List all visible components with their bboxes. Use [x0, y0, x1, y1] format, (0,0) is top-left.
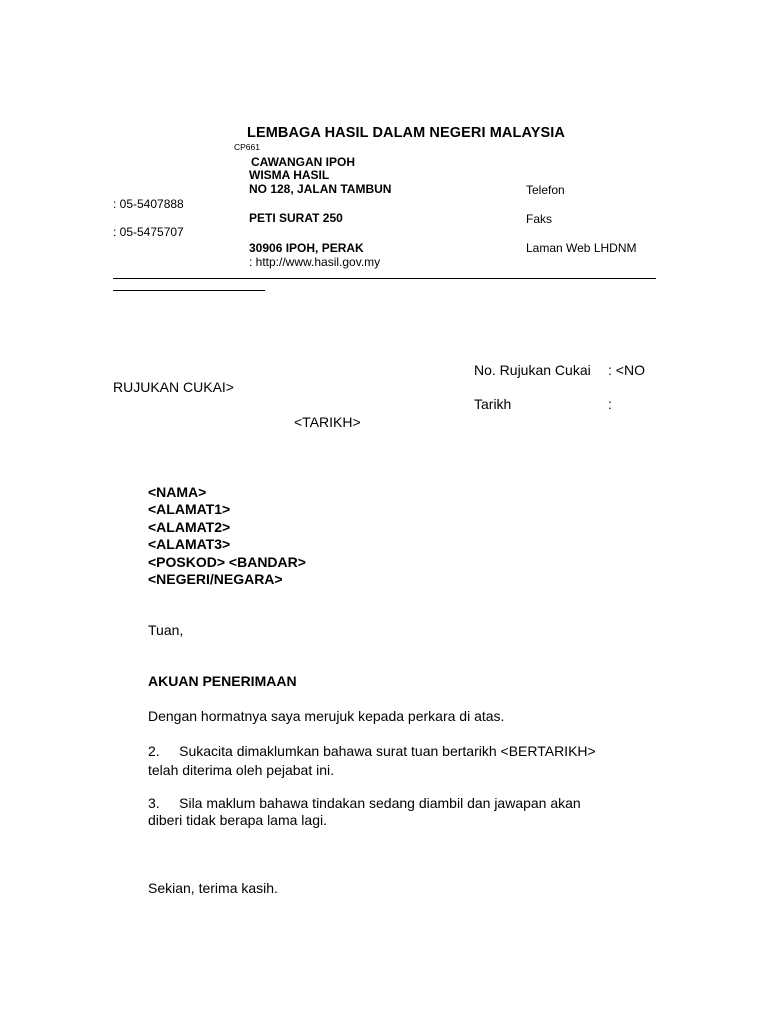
tax-ref-value: : <NO: [608, 362, 645, 378]
salutation: Tuan,: [148, 622, 184, 638]
city-postcode: 30906 IPOH, PERAK: [249, 241, 364, 255]
po-box: PETI SURAT 250: [249, 211, 343, 225]
date-value: <TARIKH>: [294, 414, 361, 430]
paragraph-1: Dengan hormatnya saya merujuk kepada perkara di atas.: [148, 708, 505, 724]
organization-name: LEMBAGA HASIL DALAM NEGERI MALAYSIA: [247, 125, 565, 141]
paragraph-3-line-2: diberi tidak berapa lama lagi.: [148, 812, 327, 828]
web-label: Laman Web LHDNM: [526, 241, 637, 255]
letterhead-divider: [113, 278, 656, 279]
recipient-line: <ALAMAT3>: [148, 536, 231, 553]
web-value: : http://www.hasil.gov.my: [249, 255, 381, 269]
paragraph-2-line-2: telah diterima oleh pejabat ini.: [148, 762, 335, 778]
recipient-address: [148, 484, 306, 588]
paragraph-3-line-1: 3. Sila maklum bahawa tindakan sedang diambil dan jawapan akan: [148, 795, 581, 811]
building-name: WISMA HASIL: [249, 168, 330, 182]
fax-value: : 05-5475707: [113, 225, 184, 239]
fax-label: Faks: [526, 212, 553, 226]
recipient-line: <POSKOD> <BANDAR>: [148, 553, 306, 570]
recipient-line: <ALAMAT2>: [148, 518, 231, 535]
date-label: Tarikh: [474, 396, 512, 412]
telephone-label: Telefon: [526, 183, 565, 197]
tax-ref-value-continued: RUJUKAN CUKAI>: [113, 379, 234, 395]
telephone-value: : 05-5407888: [113, 197, 184, 211]
subject-heading: AKUAN PENERIMAAN: [148, 673, 297, 689]
closing: Sekian, terima kasih.: [148, 880, 278, 896]
letterhead-divider-continued: [113, 290, 265, 291]
recipient-line: <ALAMAT1>: [148, 501, 231, 518]
form-code: CP661: [234, 142, 260, 152]
branch-name: CAWANGAN IPOH: [251, 155, 356, 169]
tax-ref-label: No. Rujukan Cukai: [474, 362, 591, 378]
date-colon: :: [608, 396, 612, 412]
recipient-line: <NEGERI/NEGARA>: [148, 571, 283, 588]
paragraph-2-line-1: 2. Sukacita dimaklumkan bahawa surat tuan bertarikh <BERTARIKH>: [148, 743, 596, 759]
recipient-line: <NAMA>: [148, 484, 207, 500]
street-address: NO 128, JALAN TAMBUN: [249, 182, 392, 196]
